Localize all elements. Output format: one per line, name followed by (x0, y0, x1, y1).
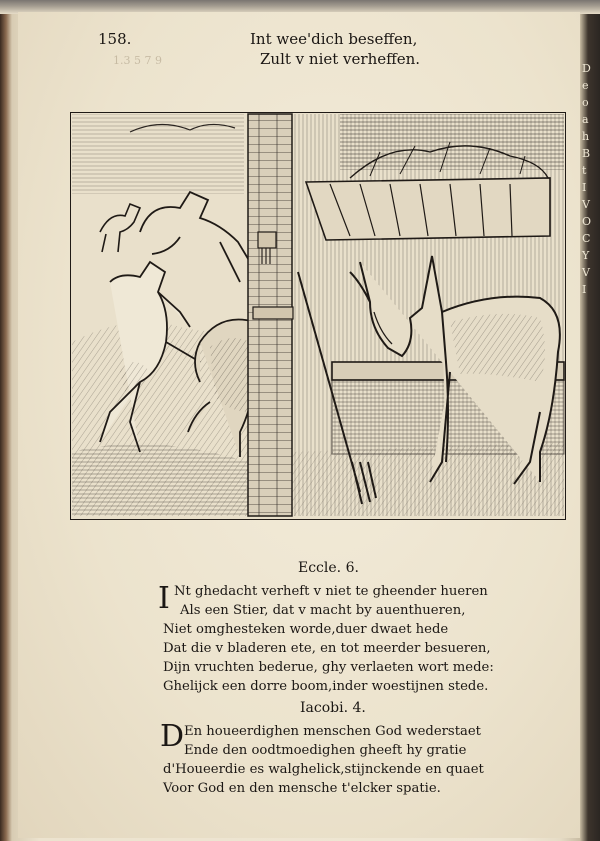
bleed-through-text: 1.3 5 7 9 (113, 54, 162, 67)
verse-2-dropcap: D (160, 719, 185, 754)
page-number: 158. (98, 30, 132, 48)
verse-1-reference: Eccle. 6. (298, 560, 359, 576)
facing-page-letter: I (582, 283, 587, 296)
facing-page-letter: Y (582, 249, 590, 262)
facing-page-letter: V (582, 266, 590, 279)
verse-1-dropcap: I (158, 581, 170, 616)
motto-line-1: Int wee'dich beseffen, (250, 30, 418, 48)
facing-page-letter: h (582, 130, 590, 143)
verse-1-line: Dijn vruchten bederue, ghy verlaeten wort mede: (163, 660, 494, 675)
verse-2-line: d'Houeerdie es walghelick,stijnckende en quaet (163, 762, 484, 777)
verse-1-line: Ghelijck een dorre boom,inder woestijnen stede. (163, 679, 489, 694)
facing-page-letter: V (582, 198, 590, 211)
motto-line-2: Zult v niet verheffen. (260, 50, 421, 68)
verse-2-line: En houeerdighen menschen God wederstaet (184, 724, 481, 739)
facing-page-letter: B (582, 147, 591, 160)
verse-1-line: Als een Stier, dat v macht by auenthueren, (180, 603, 466, 618)
book-page (18, 12, 580, 838)
verse-2-reference: Iacobi. 4. (300, 700, 366, 716)
facing-page-letter: t (582, 164, 587, 177)
facing-page-letter: D (582, 62, 591, 75)
woodcut-illustration-horses-and-donkey-icon (70, 112, 566, 520)
verse-1-line: Dat die v bladeren ete, en tot meerder besueren, (163, 641, 491, 656)
facing-page-letter: O (582, 215, 592, 228)
woodcut-illustration (70, 112, 566, 520)
verse-2-line: Ende den oodtmoedighen gheeft hy gratie (184, 743, 467, 758)
facing-page-letter: a (582, 113, 589, 126)
verse-1-line: Nt ghedacht verheft v niet te gheender hueren (174, 584, 488, 599)
facing-page-letter: I (582, 181, 587, 194)
verse-2-line: Voor God en den mensche t'elcker spatie. (163, 781, 441, 796)
verse-1-line: Niet omghesteken worde,duer dwaet hede (163, 622, 449, 637)
facing-page-letter: C (582, 232, 591, 245)
facing-page-letter: o (582, 96, 589, 109)
facing-page-edge (582, 60, 600, 620)
facing-page-letter: e (582, 79, 589, 92)
